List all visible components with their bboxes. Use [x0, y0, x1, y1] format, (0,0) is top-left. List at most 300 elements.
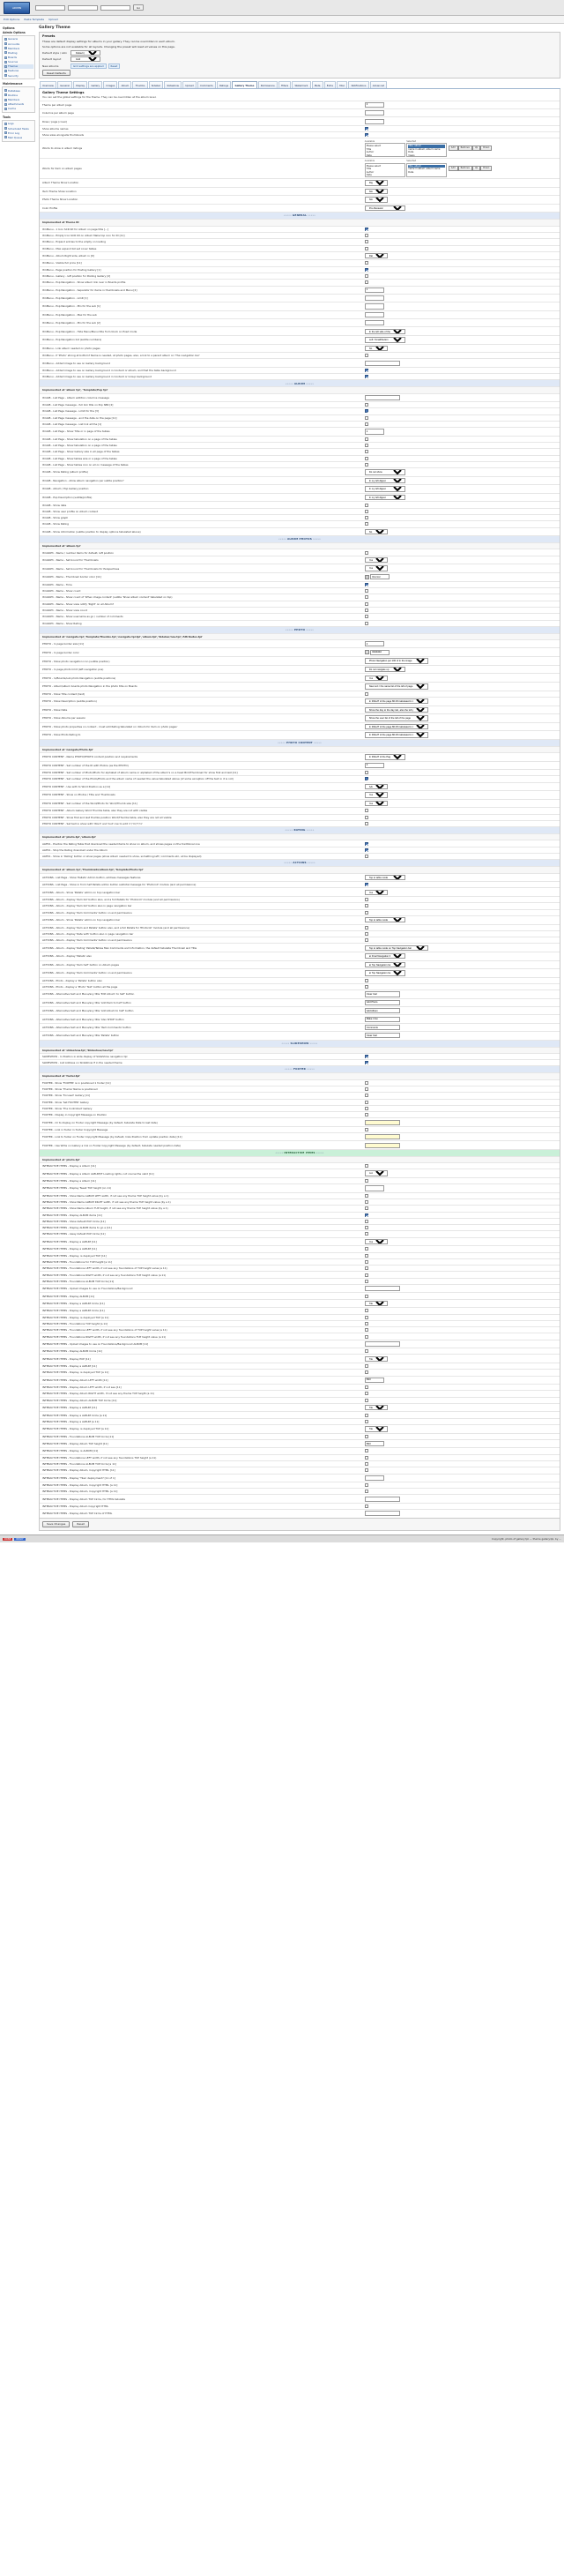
preset-layout-select[interactable] — [70, 56, 100, 62]
dropdown[interactable] — [365, 676, 388, 681]
dropdown[interactable] — [365, 890, 388, 895]
text-input[interactable] — [365, 119, 384, 124]
group-header — [40, 867, 560, 873]
checkbox[interactable] — [365, 1280, 368, 1283]
checkbox[interactable] — [365, 1128, 368, 1131]
checkbox[interactable] — [365, 1420, 368, 1423]
checkbox[interactable] — [365, 1364, 368, 1368]
text-input[interactable] — [365, 1134, 400, 1139]
setting-label: FOOTER - Show 'Theme' Name is positioned — [40, 1086, 362, 1092]
setting-label: ItmMenu - Pop Navigation - Show album link over in Boards profile — [40, 280, 362, 286]
section-header-label: ««««« ALBUM »»»»» — [40, 380, 560, 387]
dropdown[interactable] — [365, 189, 388, 194]
checkbox[interactable] — [365, 777, 368, 780]
checkbox[interactable] — [365, 1392, 368, 1395]
checkbox[interactable] — [365, 771, 368, 774]
dropdown[interactable] — [365, 970, 405, 975]
text-input[interactable] — [365, 1511, 400, 1516]
tab-slideshow[interactable]: Slideshow — [164, 81, 182, 87]
text-input[interactable] — [365, 320, 384, 325]
checkbox[interactable] — [365, 274, 368, 278]
checkbox[interactable] — [365, 240, 368, 243]
dropdown[interactable] — [365, 953, 405, 959]
checkbox[interactable] — [365, 904, 368, 907]
checkbox[interactable] — [365, 1179, 368, 1183]
checkbox[interactable] — [365, 403, 368, 407]
preset-chip-reset[interactable]: Reset — [108, 63, 121, 69]
reset-button[interactable]: Reset — [72, 1521, 88, 1528]
picker-down-button[interactable]: Down — [480, 166, 492, 171]
list-item[interactable]: Title — [366, 147, 372, 151]
checkbox[interactable] — [365, 583, 368, 586]
checkbox[interactable] — [365, 602, 368, 606]
topbar-field-a[interactable] — [35, 5, 65, 11]
selected-listbox[interactable] — [406, 163, 447, 177]
topbar-field-c[interactable] — [100, 5, 130, 11]
dropdown[interactable] — [365, 1301, 388, 1306]
status-badge-done: DONE — [4, 1537, 11, 1541]
dropdown[interactable] — [365, 801, 388, 806]
topbar-field-b[interactable] — [68, 5, 98, 11]
setting-field — [362, 1079, 560, 1086]
checkbox[interactable] — [365, 234, 368, 237]
checkbox[interactable] — [365, 409, 368, 413]
color-value-input[interactable] — [370, 650, 390, 655]
list-item[interactable]: Please select — [366, 145, 382, 148]
text-input[interactable] — [365, 1378, 384, 1383]
list-item[interactable]: name in album, album name — [408, 147, 441, 151]
text-input[interactable] — [365, 1475, 384, 1481]
sidebar-item-label: Posting — [8, 50, 18, 55]
checkbox[interactable] — [365, 1449, 368, 1452]
checkbox[interactable] — [365, 911, 368, 915]
checkbox[interactable] — [365, 1483, 368, 1487]
checkbox[interactable] — [365, 1232, 368, 1236]
checkbox[interactable] — [365, 1055, 368, 1058]
text-input[interactable] — [365, 395, 400, 400]
text-input[interactable] — [365, 1120, 400, 1125]
setting-row — [40, 319, 560, 327]
checkbox[interactable] — [365, 842, 368, 846]
text-input[interactable] — [365, 312, 384, 317]
setting-field — [362, 814, 560, 820]
tab-album[interactable]: Album — [118, 81, 131, 87]
checkbox[interactable] — [365, 1490, 368, 1493]
dropdown[interactable] — [365, 715, 428, 721]
setting-field — [362, 476, 560, 485]
dropdown[interactable] — [365, 1239, 388, 1244]
group-header-label: Implemented at 'slideshow.tpl','Slideshow/nav.tpl' — [40, 1047, 560, 1053]
dropdown[interactable] — [365, 205, 405, 211]
setting-field — [362, 1126, 560, 1132]
available-listbox[interactable] — [365, 143, 405, 157]
list-item[interactable]: Date — [408, 170, 414, 174]
checkbox[interactable] — [365, 463, 368, 467]
setting-label: PHOTO CONTENT - Album Gallery Word Thumbs table, also they are not with visible — [40, 808, 362, 814]
text-input[interactable] — [365, 1025, 400, 1030]
dropdown[interactable] — [365, 346, 388, 351]
picker-add-button[interactable]: Add — [449, 146, 458, 151]
setting-row — [40, 903, 560, 909]
setting-field — [362, 854, 560, 860]
dropdown[interactable] — [365, 1170, 388, 1176]
list-item[interactable]: Title, album — [408, 145, 445, 148]
breadcrumb-item-1[interactable]: Paste Template — [24, 18, 45, 21]
checkbox[interactable] — [365, 1081, 368, 1085]
dropdown[interactable] — [365, 557, 388, 563]
checkbox[interactable] — [365, 932, 368, 936]
checkbox[interactable] — [365, 1328, 368, 1332]
picker-remove-button[interactable]: Remove — [458, 146, 472, 151]
list-item[interactable]: Title — [366, 168, 372, 171]
setting-field — [362, 1503, 560, 1509]
setting-label: PHOTO CONTENT - Set number of the Word/Photo for Word/Thumb size [11] — [40, 799, 362, 808]
reset-defaults-button[interactable]: Reset Defaults — [42, 70, 70, 77]
text-input[interactable] — [365, 1185, 384, 1191]
checkbox[interactable] — [365, 280, 368, 284]
sidebar-item-label: Error Log — [8, 131, 20, 135]
checkbox[interactable] — [365, 1456, 368, 1460]
checkbox[interactable] — [365, 1295, 368, 1298]
checkbox[interactable] — [365, 1266, 368, 1270]
tab-comments[interactable]: Comments — [197, 81, 216, 87]
list-item[interactable]: Date — [366, 174, 372, 177]
checkbox[interactable] — [365, 692, 368, 696]
dropdown[interactable] — [365, 1426, 388, 1431]
checkbox[interactable] — [365, 1468, 368, 1472]
checkbox[interactable] — [365, 1164, 368, 1168]
checkbox[interactable] — [365, 1273, 368, 1277]
checkbox[interactable] — [365, 1505, 368, 1508]
dropdown[interactable] — [365, 565, 388, 571]
setting-row — [40, 665, 560, 674]
save-changes-button[interactable]: Save Changes — [42, 1521, 70, 1528]
checkbox[interactable] — [365, 522, 368, 526]
checkbox[interactable] — [365, 422, 368, 426]
checkbox[interactable] — [365, 1462, 368, 1466]
topbar-go-button[interactable]: Go — [133, 4, 144, 11]
checkbox[interactable] — [365, 228, 368, 231]
checkbox[interactable] — [365, 898, 368, 901]
checkbox[interactable] — [365, 1247, 368, 1251]
presets-text-2: Some options are not available for all layouts. Changing the preset will reset all values on this page. — [42, 44, 175, 49]
bullet-icon — [4, 74, 7, 77]
selected-listbox[interactable] — [406, 143, 447, 157]
checkbox[interactable] — [365, 510, 368, 513]
setting-label: FOOTER - Use Write on Gallery a link on Footer Copyright Message (by default, tabulate needed position date) — [40, 1141, 362, 1149]
text-input[interactable] — [365, 429, 384, 434]
setting-row — [40, 436, 560, 442]
checkbox[interactable] — [365, 504, 368, 507]
checkbox[interactable] — [365, 354, 368, 357]
checkbox[interactable] — [365, 1094, 368, 1097]
setting-field — [362, 245, 560, 251]
text-input[interactable] — [365, 295, 384, 301]
checkbox[interactable] — [365, 127, 368, 131]
setting-label: ItmMenu - Added image to use on Gallery background — [40, 359, 362, 367]
list-item[interactable]: Views — [408, 153, 415, 157]
picker-down-button[interactable]: Down — [480, 146, 492, 151]
dropdown[interactable] — [365, 469, 405, 474]
available-listbox[interactable] — [365, 163, 405, 177]
group-header-label: Implemented at 'album.tpl','Thumbnails/album.tpl','Template/Photo.tpl' — [40, 867, 560, 873]
checkbox[interactable] — [365, 615, 368, 618]
dropdown[interactable] — [365, 1356, 388, 1362]
tab-upload[interactable]: Upload — [182, 81, 197, 87]
checkbox[interactable] — [365, 1385, 368, 1389]
setting-field — [362, 266, 560, 273]
dropdown[interactable] — [365, 784, 388, 789]
setting-field — [362, 132, 560, 138]
checkbox[interactable] — [365, 1220, 368, 1223]
status-right: Copyright, photo of gallery tpl — theme gallery.tpl, by ... — [491, 1537, 561, 1542]
checkbox[interactable] — [365, 1254, 368, 1258]
text-input[interactable] — [365, 763, 384, 768]
checkbox[interactable] — [365, 1335, 368, 1339]
checkbox[interactable] — [365, 1399, 368, 1402]
checkbox[interactable] — [365, 809, 368, 812]
checkbox[interactable] — [365, 268, 368, 272]
checkbox[interactable] — [365, 848, 368, 852]
checkbox[interactable] — [365, 1370, 368, 1374]
checkbox[interactable] — [365, 1213, 368, 1217]
tab-ratings[interactable]: Ratings — [217, 81, 231, 87]
dropdown[interactable] — [365, 1405, 388, 1410]
checkbox[interactable] — [365, 1087, 368, 1091]
checkbox[interactable] — [365, 622, 368, 625]
checkbox[interactable] — [365, 261, 368, 265]
checkbox[interactable] — [365, 551, 368, 555]
setting-label: ItmMenu - Pop Navigation - Limit [1] — [40, 294, 362, 302]
text-input[interactable] — [365, 1000, 400, 1005]
setting-row — [40, 572, 560, 581]
dropdown[interactable] — [365, 792, 388, 797]
list-item[interactable]: Author — [366, 151, 375, 154]
tab-permissions[interactable]: Permissions — [258, 81, 278, 87]
text-input[interactable] — [365, 1341, 400, 1347]
list-item[interactable]: name in album, album name — [408, 168, 441, 171]
setting-field — [362, 776, 560, 782]
dropdown[interactable] — [365, 732, 428, 737]
checkbox[interactable] — [365, 1316, 368, 1319]
tab-filters[interactable]: Filters — [278, 81, 291, 87]
tab-sidebar[interactable]: Sidebar — [149, 81, 164, 87]
checkbox[interactable] — [365, 516, 368, 519]
text-input[interactable] — [365, 287, 384, 293]
list-item[interactable]: Date — [408, 151, 414, 154]
checkbox[interactable] — [365, 816, 368, 819]
setting-row — [40, 1112, 560, 1118]
checkbox[interactable] — [365, 1101, 368, 1104]
checkbox[interactable] — [365, 1414, 368, 1417]
color-swatch[interactable] — [365, 650, 390, 655]
sidebar-item-security[interactable] — [4, 73, 33, 78]
group-header — [40, 746, 560, 752]
checkbox[interactable] — [365, 369, 368, 372]
text-input[interactable] — [365, 110, 384, 116]
text-input[interactable] — [365, 991, 400, 997]
dropdown[interactable] — [365, 658, 428, 663]
checkbox[interactable] — [365, 1113, 368, 1116]
tab-images[interactable]: Images — [103, 81, 117, 87]
tab-overview[interactable]: Overview — [40, 81, 56, 87]
setting-row — [40, 1192, 560, 1198]
dropdown[interactable] — [365, 478, 405, 483]
dropdown[interactable] — [365, 917, 405, 922]
checkbox[interactable] — [365, 1061, 368, 1064]
setting-row — [40, 1237, 560, 1246]
dropdown[interactable] — [365, 945, 428, 951]
tab-notifications[interactable]: Notifications — [348, 81, 368, 87]
text-input[interactable] — [365, 1497, 400, 1502]
setting-field — [362, 1278, 560, 1284]
dropdown[interactable] — [365, 962, 405, 967]
setting-row — [40, 442, 560, 448]
text-input[interactable] — [365, 303, 384, 309]
setting-label: Show albums names — [40, 125, 362, 131]
checkbox[interactable] — [365, 938, 368, 942]
checkbox[interactable] — [365, 444, 368, 447]
checkbox[interactable] — [365, 1309, 368, 1312]
checkbox[interactable] — [365, 985, 368, 989]
checkbox[interactable] — [365, 609, 368, 612]
checkbox[interactable] — [365, 1322, 368, 1325]
sidebar-item-mail-queue[interactable] — [4, 135, 33, 139]
picker-remove-button[interactable]: Remove — [458, 166, 472, 171]
picker-up-button[interactable]: Up — [472, 146, 480, 151]
setting-field — [362, 1474, 560, 1482]
checkbox[interactable] — [365, 416, 368, 420]
checkbox[interactable] — [365, 133, 368, 137]
checkbox[interactable] — [365, 1206, 368, 1210]
setting-field — [362, 1218, 560, 1224]
dropdown[interactable] — [365, 875, 405, 880]
checkbox[interactable] — [365, 1107, 368, 1110]
checkbox[interactable] — [365, 1435, 368, 1438]
checkbox[interactable] — [365, 450, 368, 453]
sidebar-item-cache[interactable] — [4, 107, 33, 111]
checkbox[interactable] — [365, 247, 368, 250]
setting-row — [40, 1425, 560, 1434]
bullet-icon — [4, 89, 7, 92]
text-input[interactable] — [365, 1017, 400, 1022]
checkbox[interactable] — [365, 1349, 368, 1353]
checkbox[interactable] — [365, 595, 368, 599]
setting-row — [40, 408, 560, 414]
setting-label: PHOTO CONTENT - Set text in show with 'Word' and 'but' row to edit 'n'/'m'/'l'/'o' — [40, 820, 362, 826]
list-item[interactable]: Title, album — [408, 165, 445, 168]
color-value-input[interactable] — [370, 574, 390, 579]
preset-style-select[interactable] — [70, 50, 100, 56]
text-input[interactable] — [365, 1441, 384, 1446]
text-input[interactable] — [365, 361, 400, 366]
setting-row — [40, 984, 560, 990]
checkbox[interactable] — [365, 375, 368, 378]
setting-label: ItmAlB - Show graph — [40, 515, 362, 521]
text-input[interactable] — [365, 1286, 400, 1291]
breadcrumb — [0, 16, 564, 24]
dropdown[interactable] — [365, 197, 388, 202]
setting-row — [40, 502, 560, 508]
dropdown[interactable] — [365, 683, 428, 689]
checkbox[interactable] — [365, 1200, 368, 1204]
setting-row — [40, 882, 560, 888]
picker-up-button[interactable]: Up — [472, 166, 480, 171]
dropdown[interactable] — [365, 337, 405, 342]
setting-label: FOOTER - Or to display on Footer copyright Message (by default, tabulate Date to last date) — [40, 1118, 362, 1126]
text-input[interactable] — [365, 1143, 400, 1148]
tab-misc[interactable]: Misc — [337, 81, 347, 87]
tab-extra[interactable]: Extra — [324, 81, 336, 87]
setting-row — [40, 594, 560, 601]
dropdown[interactable] — [365, 495, 405, 500]
checkbox[interactable] — [365, 437, 368, 441]
tab-general[interactable]: General — [57, 81, 72, 87]
text-input[interactable] — [365, 1008, 400, 1013]
dropdown[interactable] — [365, 486, 405, 491]
setting-row — [40, 683, 560, 691]
checkbox[interactable] — [365, 822, 368, 825]
checkbox[interactable] — [365, 1194, 368, 1198]
checkbox[interactable] — [365, 883, 368, 886]
dropdown[interactable] — [365, 754, 405, 759]
dropdown[interactable] — [365, 724, 428, 729]
list-item[interactable]: Date — [366, 153, 372, 157]
dropdown[interactable] — [365, 329, 405, 334]
setting-row — [40, 1141, 560, 1149]
text-input[interactable] — [365, 641, 384, 646]
tab-gallery-theme[interactable]: Gallery Theme — [232, 81, 256, 87]
checkbox[interactable] — [365, 855, 368, 858]
setting-label: Theme per album page — [40, 101, 362, 108]
checkbox[interactable] — [365, 926, 368, 930]
setting-field — [362, 1141, 560, 1149]
dropdown[interactable] — [365, 698, 428, 704]
picker-add-button[interactable]: Add — [449, 166, 458, 171]
checkbox[interactable] — [365, 1260, 368, 1264]
setting-row — [40, 1285, 560, 1293]
setting-row — [40, 952, 560, 960]
checkbox[interactable] — [365, 979, 368, 982]
tab-thumbs[interactable]: Thumbs — [132, 81, 147, 87]
checkbox[interactable] — [365, 589, 368, 593]
color-swatch[interactable] — [365, 574, 390, 579]
setting-field — [362, 1099, 560, 1105]
tab-gallery[interactable]: Gallery — [88, 81, 102, 87]
text-input[interactable] — [365, 1033, 400, 1038]
tab-watermark[interactable]: Watermark — [292, 81, 310, 87]
dropdown[interactable] — [365, 667, 405, 672]
checkbox[interactable] — [365, 457, 368, 460]
dropdown[interactable] — [365, 253, 388, 258]
setting-label: ItmAlB - List Page - Show tables icon on all on message of the tables — [40, 461, 362, 467]
setting-field — [362, 620, 560, 626]
breadcrumb-item-2[interactable]: Upload — [48, 18, 58, 21]
tab-advanced[interactable]: Advanced — [370, 81, 388, 87]
text-input[interactable] — [365, 102, 384, 108]
dropdown[interactable] — [365, 707, 428, 713]
preset-chip-applied[interactable]: Grid settings are applied — [70, 63, 107, 69]
tab-meta[interactable]: Meta — [312, 81, 323, 87]
list-item[interactable]: Please select — [366, 164, 382, 168]
dropdown[interactable] — [365, 529, 388, 534]
breadcrumb-item-0[interactable]: Edit Options — [4, 18, 20, 21]
tab-display[interactable]: Display — [73, 81, 87, 87]
list-item[interactable]: Author — [366, 170, 375, 174]
setting-field — [362, 468, 560, 477]
checkbox[interactable] — [365, 1226, 368, 1229]
dropdown[interactable] — [365, 180, 388, 185]
